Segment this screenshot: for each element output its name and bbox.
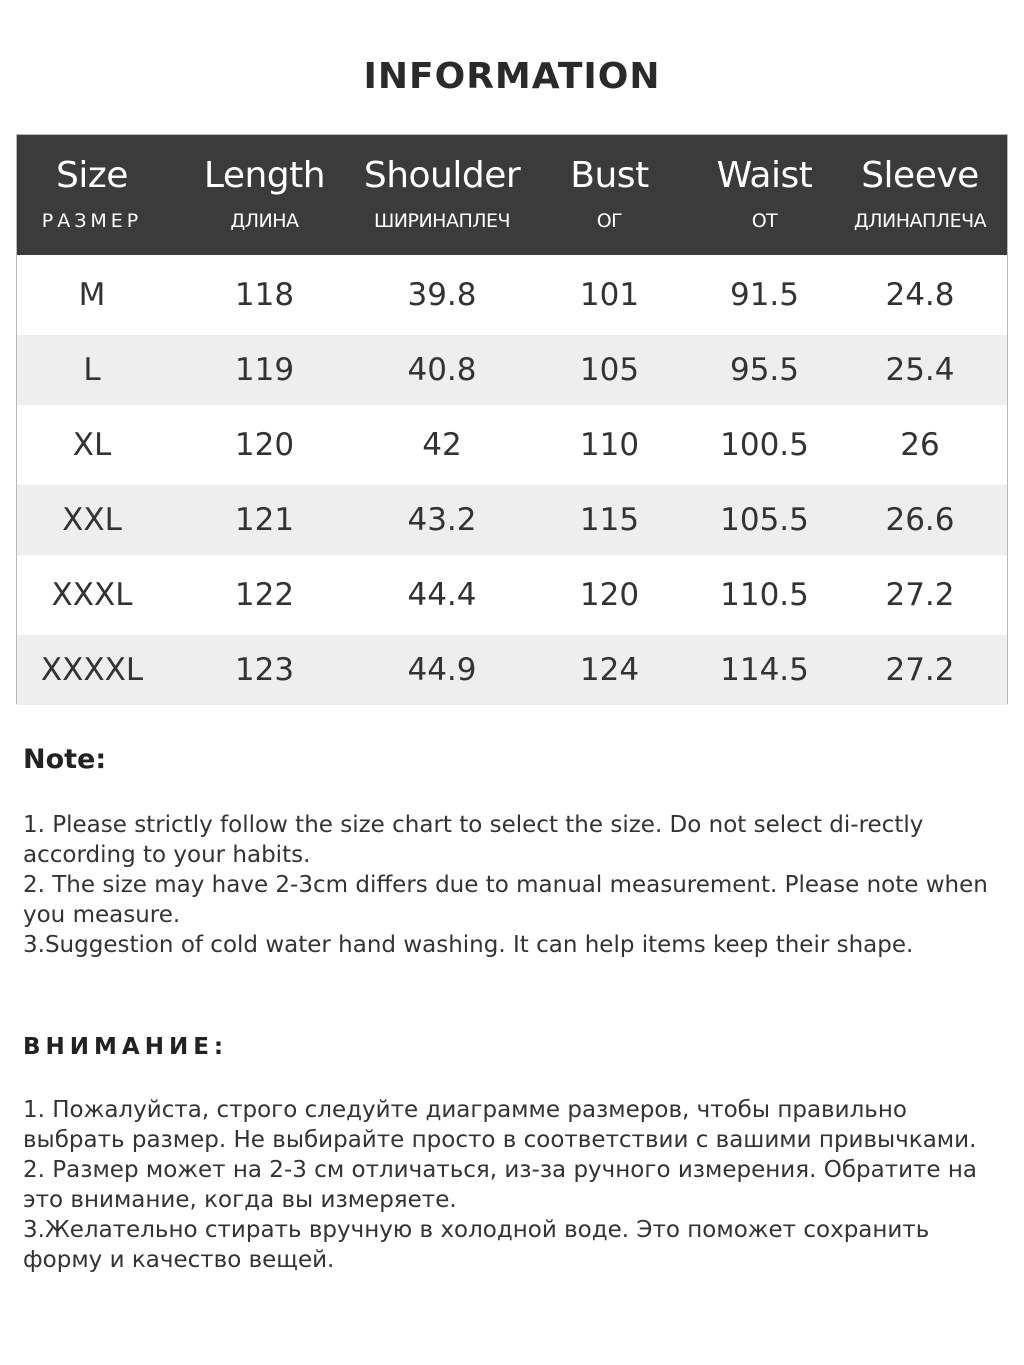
ru-note-body — [23, 1095, 1003, 1275]
note-item: 1. Please strictly follow the size chart to select the size. Do not select di-rectly according to your habits. — [23, 812, 924, 868]
cell-shoulder: 44.4 — [407, 577, 477, 613]
header-shoulder — [362, 135, 522, 255]
cell-sleeve: 25.4 — [885, 352, 955, 388]
table-row — [17, 255, 1007, 335]
cell-size: L — [83, 352, 101, 388]
cell-shoulder: 39.8 — [407, 277, 477, 313]
cell-bust: 101 — [579, 277, 640, 313]
header-size-en: Size — [56, 155, 128, 196]
table-row — [17, 555, 1007, 635]
header-sleeve-en: Sleeve — [861, 155, 979, 196]
header-sleeve-ru: ДЛИНАПЛЕЧА — [853, 210, 987, 232]
ru-note-item: 2. Размер может на 2-3 см отличаться, из-за ручного измерения. Обратите на это внимание, когда вы измеряете. — [23, 1157, 978, 1213]
cell-bust: 120 — [579, 577, 640, 613]
header-waist-ru: ОТ — [751, 210, 778, 232]
cell-size: XXL — [62, 502, 122, 538]
header-length — [167, 135, 362, 255]
cell-sleeve: 26 — [900, 427, 940, 463]
header-length-en: Length — [203, 155, 326, 196]
ru-note-item: 1. Пожалуйста, строго следуйте диаграмме размеров, чтобы правильно выбрать размер. Не выбирайте просто в соответствии с вашими привычками. — [23, 1097, 977, 1153]
cell-shoulder: 44.9 — [407, 652, 477, 688]
header-length-ru: ДЛИНА — [230, 210, 299, 232]
cell-bust: 115 — [579, 502, 640, 538]
cell-size: XL — [72, 427, 112, 463]
note-item: 2. The size may have 2-3cm differs due to manual measurement. Please note when you measure. — [23, 872, 988, 928]
cell-bust: 124 — [579, 652, 640, 688]
cell-sleeve: 27.2 — [885, 652, 955, 688]
size-chart-table — [16, 134, 1008, 704]
cell-sleeve: 27.2 — [885, 577, 955, 613]
cell-length: 120 — [234, 427, 295, 463]
cell-waist: 95.5 — [729, 352, 800, 388]
note-heading: Note: — [23, 744, 107, 775]
cell-waist: 105.5 — [720, 502, 809, 538]
cell-shoulder: 40.8 — [407, 352, 477, 388]
cell-shoulder: 43.2 — [407, 502, 477, 538]
header-shoulder-ru: ШИРИНАПЛЕЧ — [373, 210, 511, 232]
header-bust-ru: ОГ — [596, 210, 623, 232]
table-row — [17, 335, 1007, 405]
cell-length: 122 — [234, 577, 295, 613]
cell-waist: 114.5 — [720, 652, 809, 688]
cell-size: XXXXL — [40, 652, 144, 688]
header-size-ru: РАЗМЕР — [41, 210, 143, 232]
note-item: 3.Suggestion of cold water hand washing. It can help items keep their shape. — [23, 932, 914, 958]
cell-size: XXXL — [51, 577, 133, 613]
header-size — [17, 135, 167, 255]
table-row — [17, 635, 1007, 705]
header-bust-en: Bust — [570, 155, 649, 196]
cell-length: 123 — [234, 652, 295, 688]
table-header — [17, 135, 1007, 255]
cell-waist: 100.5 — [720, 427, 809, 463]
cell-shoulder: 42 — [422, 427, 462, 463]
cell-length: 119 — [234, 352, 295, 388]
note-body — [23, 810, 1003, 960]
header-bust — [522, 135, 697, 255]
header-waist — [697, 135, 832, 255]
table-row — [17, 405, 1007, 485]
cell-length: 118 — [234, 277, 295, 313]
table-row — [17, 485, 1007, 555]
cell-bust: 105 — [579, 352, 640, 388]
cell-length: 121 — [234, 502, 295, 538]
cell-sleeve: 24.8 — [885, 277, 955, 313]
cell-size: M — [78, 277, 106, 313]
cell-waist: 91.5 — [729, 277, 800, 313]
ru-note-item: 3.Желательно стирать вручную в холодной воде. Это поможет сохранить форму и качество вещей. — [23, 1217, 930, 1273]
page-title: INFORMATION — [363, 56, 661, 97]
cell-sleeve: 26.6 — [885, 502, 955, 538]
header-shoulder-en: Shoulder — [363, 155, 521, 196]
cell-waist: 110.5 — [720, 577, 809, 613]
header-sleeve — [832, 135, 1008, 255]
header-waist-en: Waist — [716, 155, 813, 196]
cell-bust: 110 — [579, 427, 640, 463]
ru-note-heading: ВНИМАНИЕ: — [23, 1034, 229, 1060]
